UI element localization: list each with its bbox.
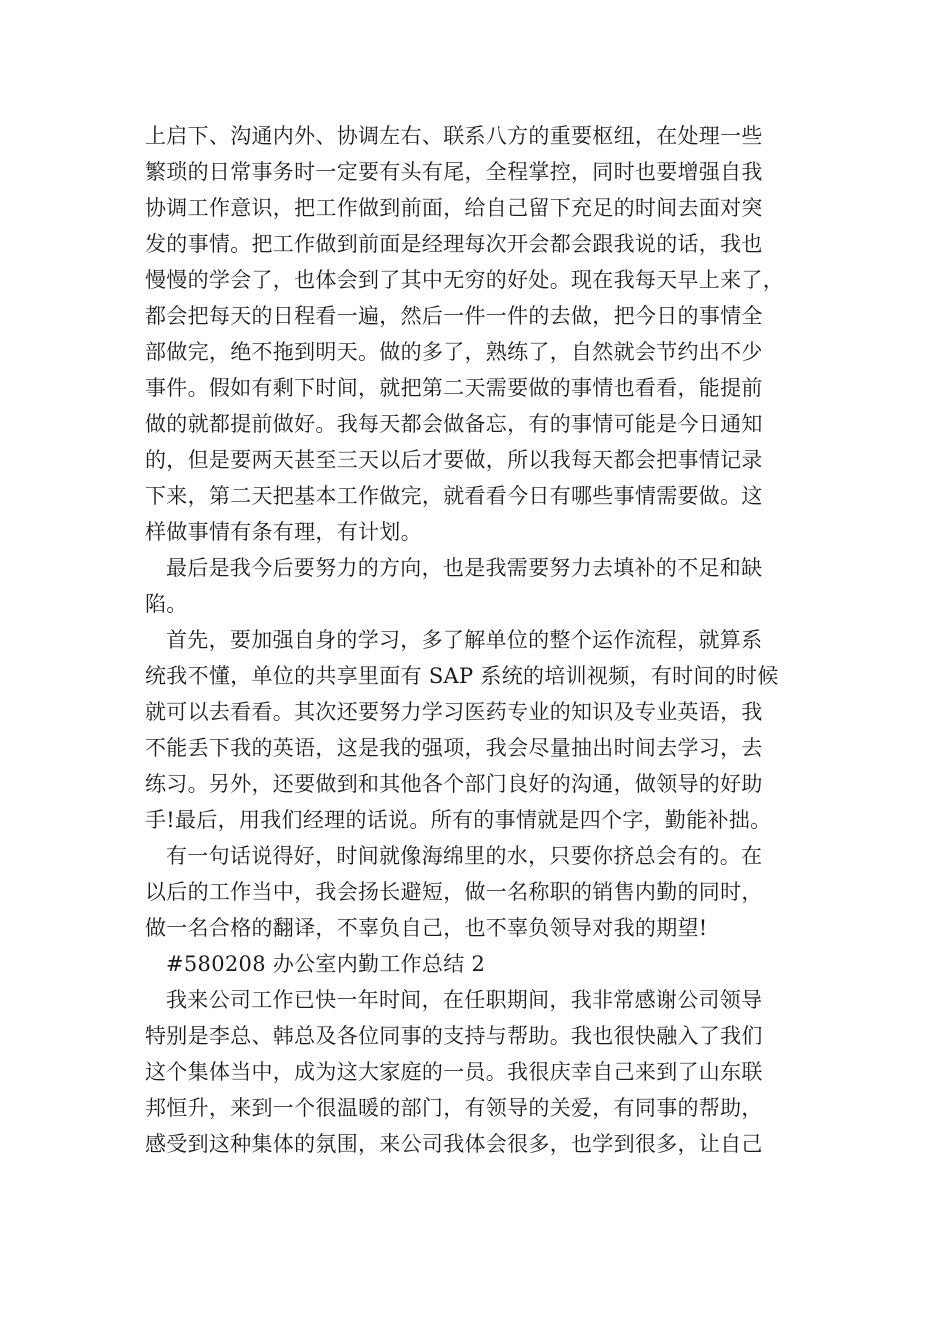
text-line: 邦恒升，来到一个很温暖的部门，有领导的关爱，有同事的帮助，: [145, 1096, 763, 1120]
text-line: 都会把每天的日程看一遍，然后一件一件的去做，把今日的事情全: [145, 304, 763, 328]
text-line: 特别是李总、韩总及各位同事的支持与帮助。我也很快融入了我们: [145, 1024, 763, 1048]
text-line: 有一句话说得好，时间就像海绵里的水，只要你挤总会有的。在: [166, 844, 763, 868]
text-line: #580208 办公室内勤工作总结 2: [166, 952, 486, 976]
text-line: 不能丢下我的英语，这是我的强项，我会尽量抽出时间去学习，去: [145, 736, 763, 760]
text-line: 样做事情有条有理，有计划。: [145, 520, 422, 544]
text-line: 事件。假如有剩下时间，就把第二天需要做的事情也看看，能提前: [145, 376, 763, 400]
text-line: 陷。: [145, 592, 188, 616]
text-line: 发的事情。把工作做到前面是经理每次开会都会跟我说的话，我也: [145, 232, 763, 256]
text-line: 做的就都提前做好。我每天都会做备忘，有的事情可能是今日通知: [145, 412, 763, 436]
text-line: 我来公司工作已快一年时间，在任职期间，我非常感谢公司领导: [166, 988, 763, 1012]
text-line: 部做完，绝不拖到明天。做的多了，熟练了，自然就会节约出不少: [145, 340, 763, 364]
text-line: 练习。另外，还要做到和其他各个部门良好的沟通，做领导的好助: [145, 772, 763, 796]
document-body: [145, 118, 815, 1162]
text-line: 这个集体当中，成为这大家庭的一员。我很庆幸自己来到了山东联: [145, 1060, 763, 1084]
text-line: 繁琐的日常事务时一定要有头有尾，全程掌控，同时也要增强自我: [145, 160, 763, 184]
text-line: 慢慢的学会了，也体会到了其中无穷的好处。现在我每天早上来了，: [145, 268, 784, 292]
text-line: 感受到这种集体的氛围，来公司我体会很多，也学到很多，让自己: [145, 1132, 763, 1156]
text-line: 就可以去看看。其次还要努力学习医药专业的知识及专业英语，我: [145, 700, 763, 724]
text-line: 手!最后，用我们经理的话说。所有的事情就是四个字，勤能补拙。: [145, 808, 772, 832]
text-line: 协调工作意识，把工作做到前面，给自己留下充足的时间去面对突: [145, 196, 763, 220]
text-line: 首先，要加强自身的学习，多了解单位的整个运作流程，就算系: [166, 628, 763, 652]
text-line: 做一名合格的翻译，不辜负自己，也不辜负领导对我的期望!: [145, 916, 708, 940]
text-line: 统我不懂，单位的共享里面有 SAP 系统的培训视频，有时间的时候: [145, 664, 779, 688]
text-line: 最后是我今后要努力的方向，也是我需要努力去填补的不足和缺: [166, 556, 763, 580]
text-line: 上启下、沟通内外、协调左右、联系八方的重要枢纽，在处理一些: [145, 124, 763, 148]
text-line: 以后的工作当中，我会扬长避短，做一名称职的销售内勤的同时，: [145, 880, 763, 904]
text-line: 的，但是要两天甚至三天以后才要做，所以我每天都会把事情记录: [145, 448, 763, 472]
text-line: 下来，第二天把基本工作做完，就看看今日有哪些事情需要做。这: [145, 484, 763, 508]
